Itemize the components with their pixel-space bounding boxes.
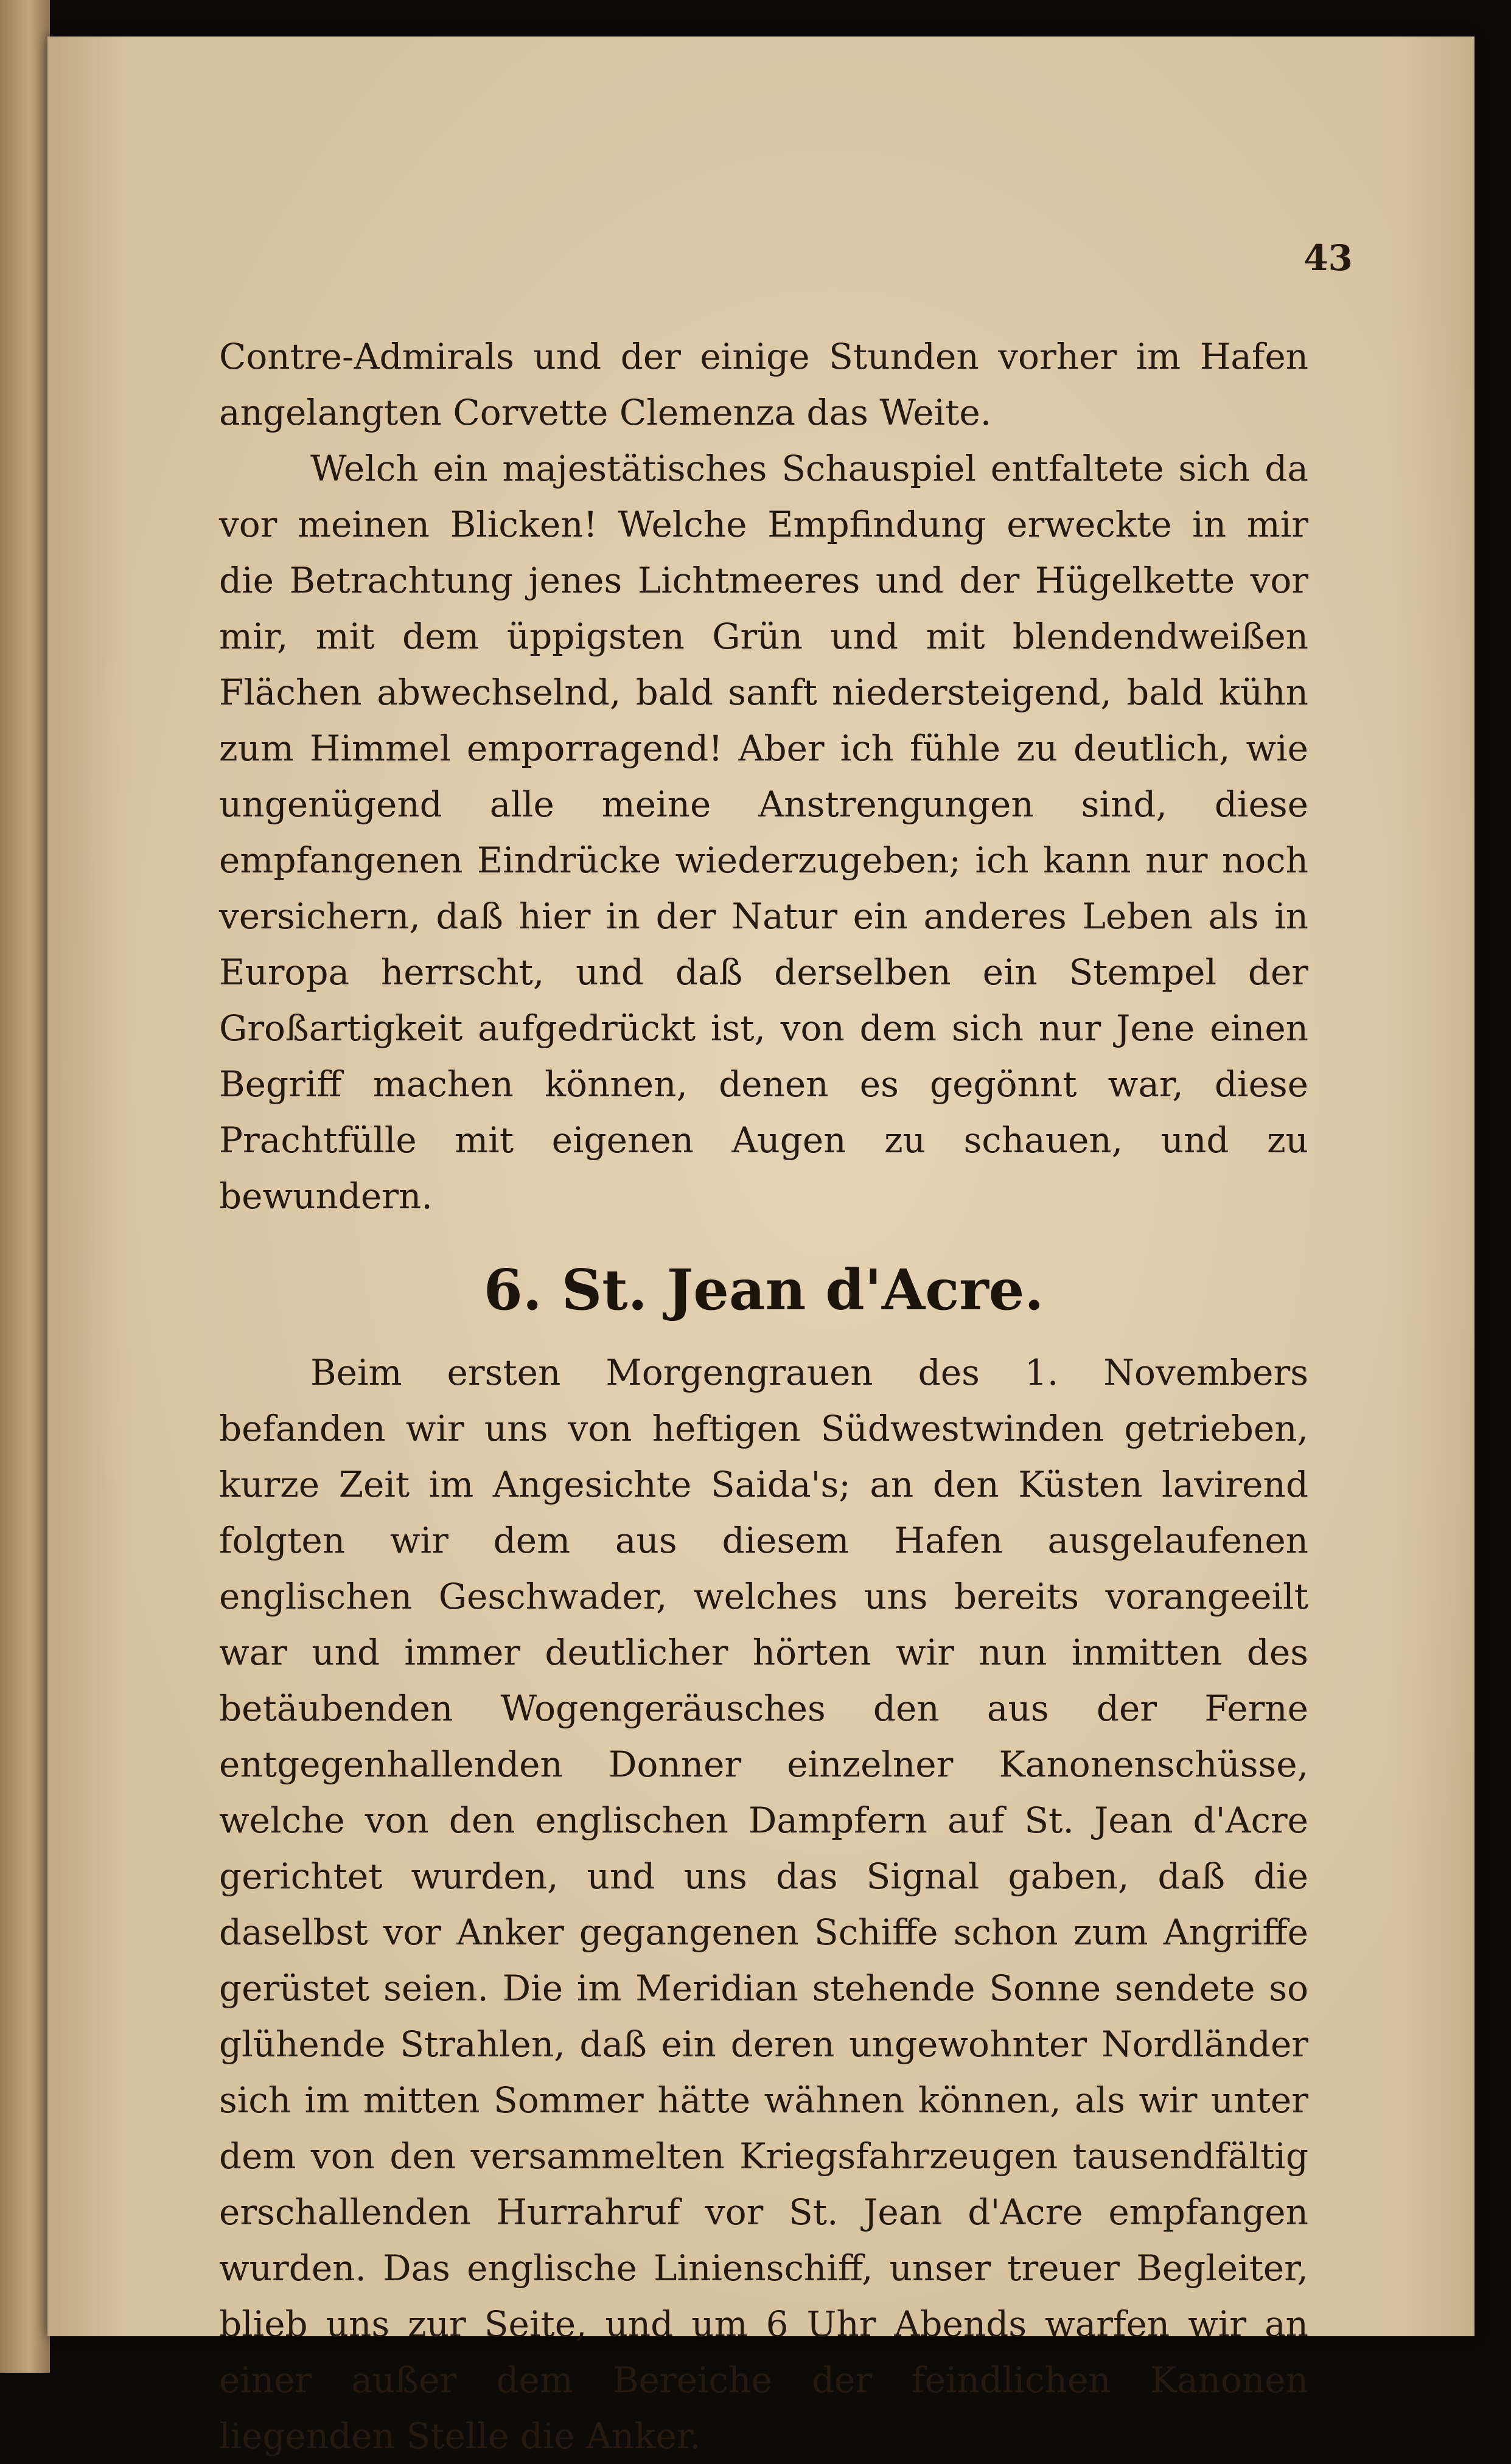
- section-heading: 6. St. Jean d'Acre.: [483, 1257, 1044, 1323]
- previous-page-edge: [0, 0, 50, 2373]
- page-body: [219, 329, 1308, 2464]
- paragraph-st-jean-dacre: Beim ersten Morgengrauen des 1. Novembers befanden wir uns von heftigen Südwestwinden getrieben, kurze Zeit im Angesichte Saida's; an den Küsten lavirend folgten wir dem aus diesem Hafen ausgelaufenen englischen Geschwader, welches uns bereits vorangeeilt war und immer deutlicher hörten wir nun inmitten des betäubenden Wogengeräusches den aus der Ferne entgegenhallenden Donner einzelner Kanonenschüsse, welche von den englischen Dampfern auf St. Jean d'Acre gerichtet wurden, und uns das Signal gaben, daß die daselbst vor Anker gegangenen Schiffe schon zum Angriffe gerüstet seien. Die im Meridian stehende Sonne sendete so glühende Strahlen, daß ein deren ungewohnter Nordländer sich im mitten Sommer hätte wähnen können, als wir unter dem von den versammelten Kriegsfahrzeugen tausendfältig erschallenden Hurrahruf vor St. Jean d'Acre empfangen wurden. Das englische Linienschiff, unser treuer Begleiter, blieb uns zur Seite, und um 6 Uhr Abends warfen wir an einer außer dem Bereiche der feindlichen Kanonen liegenden Stelle die Anker.: [219, 1352, 1308, 2457]
- page-number: 43: [1303, 237, 1353, 279]
- paragraph-spectacle: Welch ein majestätisches Schauspiel entfaltete sich da vor meinen Blicken! Welche Empfindung erweckte in mir die Betrachtung jenes Lichtmeeres und der Hügelkette vor mir, mit dem üppigsten Grün und mit blendendweißen Flächen abwechselnd, bald sanft niedersteigend, bald kühn zum Himmel emporragend! Aber ich fühle zu deutlich, wie ungenügend alle meine Anstrengungen sind, diese empfangenen Eindrücke wiederzugeben; ich kann nur noch versichern, daß hier in der Natur ein anderes Leben als in Europa herrscht, und daß derselben ein Stempel der Großartigkeit aufgedrückt ist, von dem sich nur Jene einen Begriff machen können, denen es gegönnt war, diese Prachtfülle mit eigenen Augen zu schauen, und zu bewundern.: [219, 448, 1308, 1217]
- book-page: [47, 37, 1474, 2457]
- paragraph-continuation: Contre-Admirals und der einige Stunden vorher im Hafen angelangten Corvette Clemenza das Weite.: [219, 336, 1308, 433]
